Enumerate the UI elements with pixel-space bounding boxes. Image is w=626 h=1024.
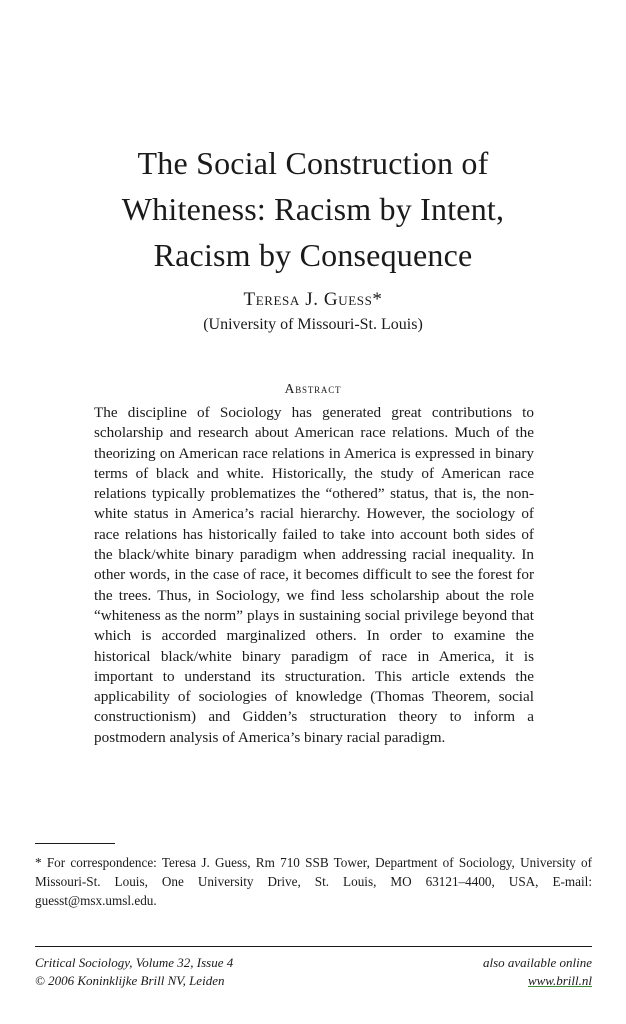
article-title <box>60 140 566 278</box>
abstract-heading: Abstract <box>284 381 342 396</box>
title-line: The Social Construction of <box>137 145 489 181</box>
journal-info <box>35 954 335 990</box>
journal-citation: Critical Sociology, Volume 32, Issue 4 <box>35 955 234 970</box>
footer-divider <box>35 946 592 947</box>
correspondence-footnote: * For correspondence: Teresa J. Guess, Rm 710 SSB Tower, Department of Sociology, University of Missouri-St. Louis, One University Drive, St. Louis, MO 63121–4400, USA, E-mail: guesst@msx.umsl.edu. <box>35 855 592 908</box>
title-line: Racism by Consequence <box>153 237 473 273</box>
author-affiliation: (University of Missouri-St. Louis) <box>203 316 423 333</box>
availability-note: also available online <box>482 955 592 970</box>
abstract-text: The discipline of Sociology has generated great contributions to scholarship and research about American race relations. Much of the theorizing on American race relations in America is expressed in binary terms of black and white. Historically, the study of American race relations typically problematizes the “othered” status, that is, the non-white status in America’s racial hierarchy. However, the sociology of race relations has historically failed to take into account both sides of the black/white binary paradigm when addressing racial inequality. In other words, in the case of race, it becomes difficult to see the forest for the trees. Thus, in Sociology, we find less scholarship about the role “whiteness as the norm” plays in sustaining social privilege beyond that which is accorded marginalized others. In order to examine the historical black/white binary paradigm of race in America, it is important to understand its structuration. This article extends the applicability of sociologies of knowledge (Thomas Theorem, social constructionism) and Gidden’s structuration theory to inform a postmodern analysis of America’s binary racial paradigm. <box>94 404 534 746</box>
publisher-link[interactable]: www.brill.nl <box>527 973 592 988</box>
footnote-divider <box>35 843 115 844</box>
copyright-notice: © 2006 Koninklijke Brill NV, Leiden <box>35 973 225 988</box>
author-name: Teresa J. Guess* <box>243 289 383 310</box>
online-availability <box>342 954 592 990</box>
title-line: Whiteness: Racism by Intent, <box>121 191 505 227</box>
